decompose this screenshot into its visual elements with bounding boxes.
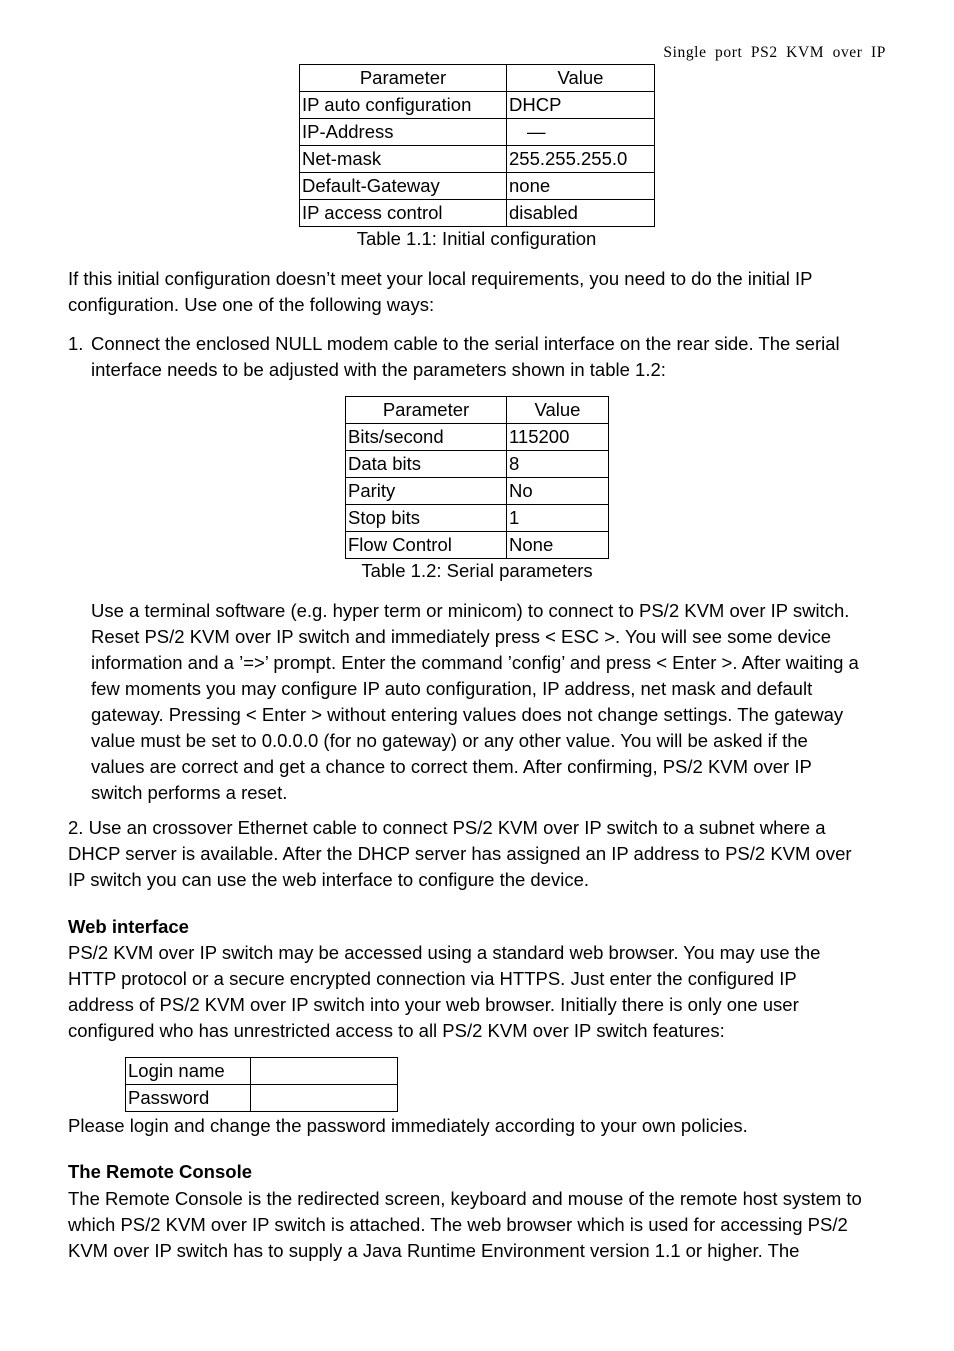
login-table bbox=[125, 1057, 398, 1112]
intro-paragraph bbox=[68, 266, 886, 318]
section-heading: Web interface bbox=[68, 916, 189, 937]
table-cell: Stop bits bbox=[346, 505, 507, 532]
text-line: IP switch you can use the web interface to configure the device. bbox=[68, 869, 590, 890]
column-header: Parameter bbox=[346, 397, 507, 424]
table-row bbox=[300, 173, 655, 200]
table-cell: disabled bbox=[507, 200, 655, 227]
text-line: The Remote Console is the redirected screen, keyboard and mouse of the remote host system to bbox=[68, 1188, 862, 1209]
table-cell: Flow Control bbox=[346, 532, 507, 559]
serial-params-table bbox=[345, 396, 609, 559]
text-line: gateway. Pressing < Enter > without entering values does not change settings. The gateway bbox=[91, 704, 844, 725]
table-row bbox=[346, 478, 609, 505]
table-cell: IP auto configuration bbox=[300, 92, 507, 119]
text-line: value must be set to 0.0.0.0 (for no gateway) or any other value. You will be asked if the bbox=[91, 730, 808, 751]
table-cell bbox=[251, 1058, 398, 1085]
text-line: few moments you may configure IP auto configuration, IP address, net mask and default bbox=[91, 678, 813, 699]
table-cell: 1 bbox=[507, 505, 609, 532]
table-cell: Default-Gateway bbox=[300, 173, 507, 200]
table-header-row bbox=[300, 65, 655, 92]
login-note: Please login and change the password immediately according to your own policies. bbox=[68, 1115, 748, 1136]
running-header: Single port PS2 KVM over IP bbox=[663, 44, 886, 61]
table-cell: Parity bbox=[346, 478, 507, 505]
table-row bbox=[300, 92, 655, 119]
table-row bbox=[126, 1085, 398, 1112]
table-row bbox=[300, 200, 655, 227]
text-line: If this initial configuration doesn’t meet your local requirements, you need to do the initial IP bbox=[68, 268, 813, 289]
text-line: 2. Use an crossover Ethernet cable to connect PS/2 KVM over IP switch to a subnet where a bbox=[68, 817, 826, 838]
table-cell bbox=[251, 1085, 398, 1112]
text-line: PS/2 KVM over IP switch may be accessed using a standard web browser. You may use the bbox=[68, 942, 821, 963]
web-interface-paragraph bbox=[68, 940, 886, 1044]
table-cell: Net-mask bbox=[300, 146, 507, 173]
list-number: 1. bbox=[68, 333, 84, 354]
text-line: Use a terminal software (e.g. hyper term or minicom) to connect to PS/2 KVM over IP switch. bbox=[91, 600, 850, 621]
text-line: configuration. Use one of the following ways: bbox=[68, 294, 435, 315]
text-line: configured who has unrestricted access to all PS/2 KVM over IP switch features: bbox=[68, 1020, 725, 1041]
table-cell: — bbox=[507, 119, 655, 146]
text-line: switch performs a reset. bbox=[91, 782, 288, 803]
text-line: KVM over IP switch has to supply a Java Runtime Environment version 1.1 or higher. The bbox=[68, 1240, 800, 1261]
table-row bbox=[300, 119, 655, 146]
text-line: address of PS/2 KVM over IP switch into your web browser. Initially there is only one user bbox=[68, 994, 799, 1015]
text-line: Connect the enclosed NULL modem cable to the serial interface on the rear side. The serial bbox=[91, 333, 840, 354]
initial-config-table bbox=[299, 64, 655, 227]
remote-console-paragraph bbox=[68, 1186, 886, 1264]
table-cell: DHCP bbox=[507, 92, 655, 119]
text-line: which PS/2 KVM over IP switch is attached. The web browser which is used for accessing PS/2 bbox=[68, 1214, 848, 1235]
table-cell: None bbox=[507, 532, 609, 559]
table-row bbox=[126, 1058, 398, 1085]
step1-paragraph bbox=[91, 331, 886, 383]
step1-detail-paragraph bbox=[91, 598, 886, 806]
table-cell: No bbox=[507, 478, 609, 505]
table-cell: none bbox=[507, 173, 655, 200]
table-cell: 255.255.255.0 bbox=[507, 146, 655, 173]
text-line: information and a ’=>’ prompt. Enter the command ’config’ and press < Enter >. After waiting a bbox=[91, 652, 859, 673]
table-cell: Password bbox=[126, 1085, 251, 1112]
table-cell: IP access control bbox=[300, 200, 507, 227]
table-header-row bbox=[346, 397, 609, 424]
table-caption: Table 1.2: Serial parameters bbox=[361, 560, 593, 581]
table-row bbox=[346, 451, 609, 478]
text-line: interface needs to be adjusted with the parameters shown in table 1.2: bbox=[91, 359, 666, 380]
text-line: values are correct and get a chance to correct them. After confirming, PS/2 KVM over IP bbox=[91, 756, 812, 777]
text-line: HTTP protocol or a secure encrypted connection via HTTPS. Just enter the configured IP bbox=[68, 968, 797, 989]
table-caption: Table 1.1: Initial configuration bbox=[356, 228, 597, 249]
column-header: Value bbox=[507, 65, 655, 92]
text-line: DHCP server is available. After the DHCP server has assigned an IP address to PS/2 KVM over bbox=[68, 843, 852, 864]
text-line: Reset PS/2 KVM over IP switch and immediately press < ESC >. You will see some device bbox=[91, 626, 831, 647]
table-row bbox=[346, 505, 609, 532]
table-cell: Data bits bbox=[346, 451, 507, 478]
table-cell: IP-Address bbox=[300, 119, 507, 146]
column-header: Parameter bbox=[300, 65, 507, 92]
table-cell: 115200 bbox=[507, 424, 609, 451]
table-row bbox=[300, 146, 655, 173]
column-header: Value bbox=[507, 397, 609, 424]
step2-paragraph bbox=[68, 815, 886, 893]
section-heading: The Remote Console bbox=[68, 1161, 252, 1182]
table-row bbox=[346, 424, 609, 451]
table-row bbox=[346, 532, 609, 559]
table-cell: Bits/second bbox=[346, 424, 507, 451]
table-cell: 8 bbox=[507, 451, 609, 478]
table-cell: Login name bbox=[126, 1058, 251, 1085]
